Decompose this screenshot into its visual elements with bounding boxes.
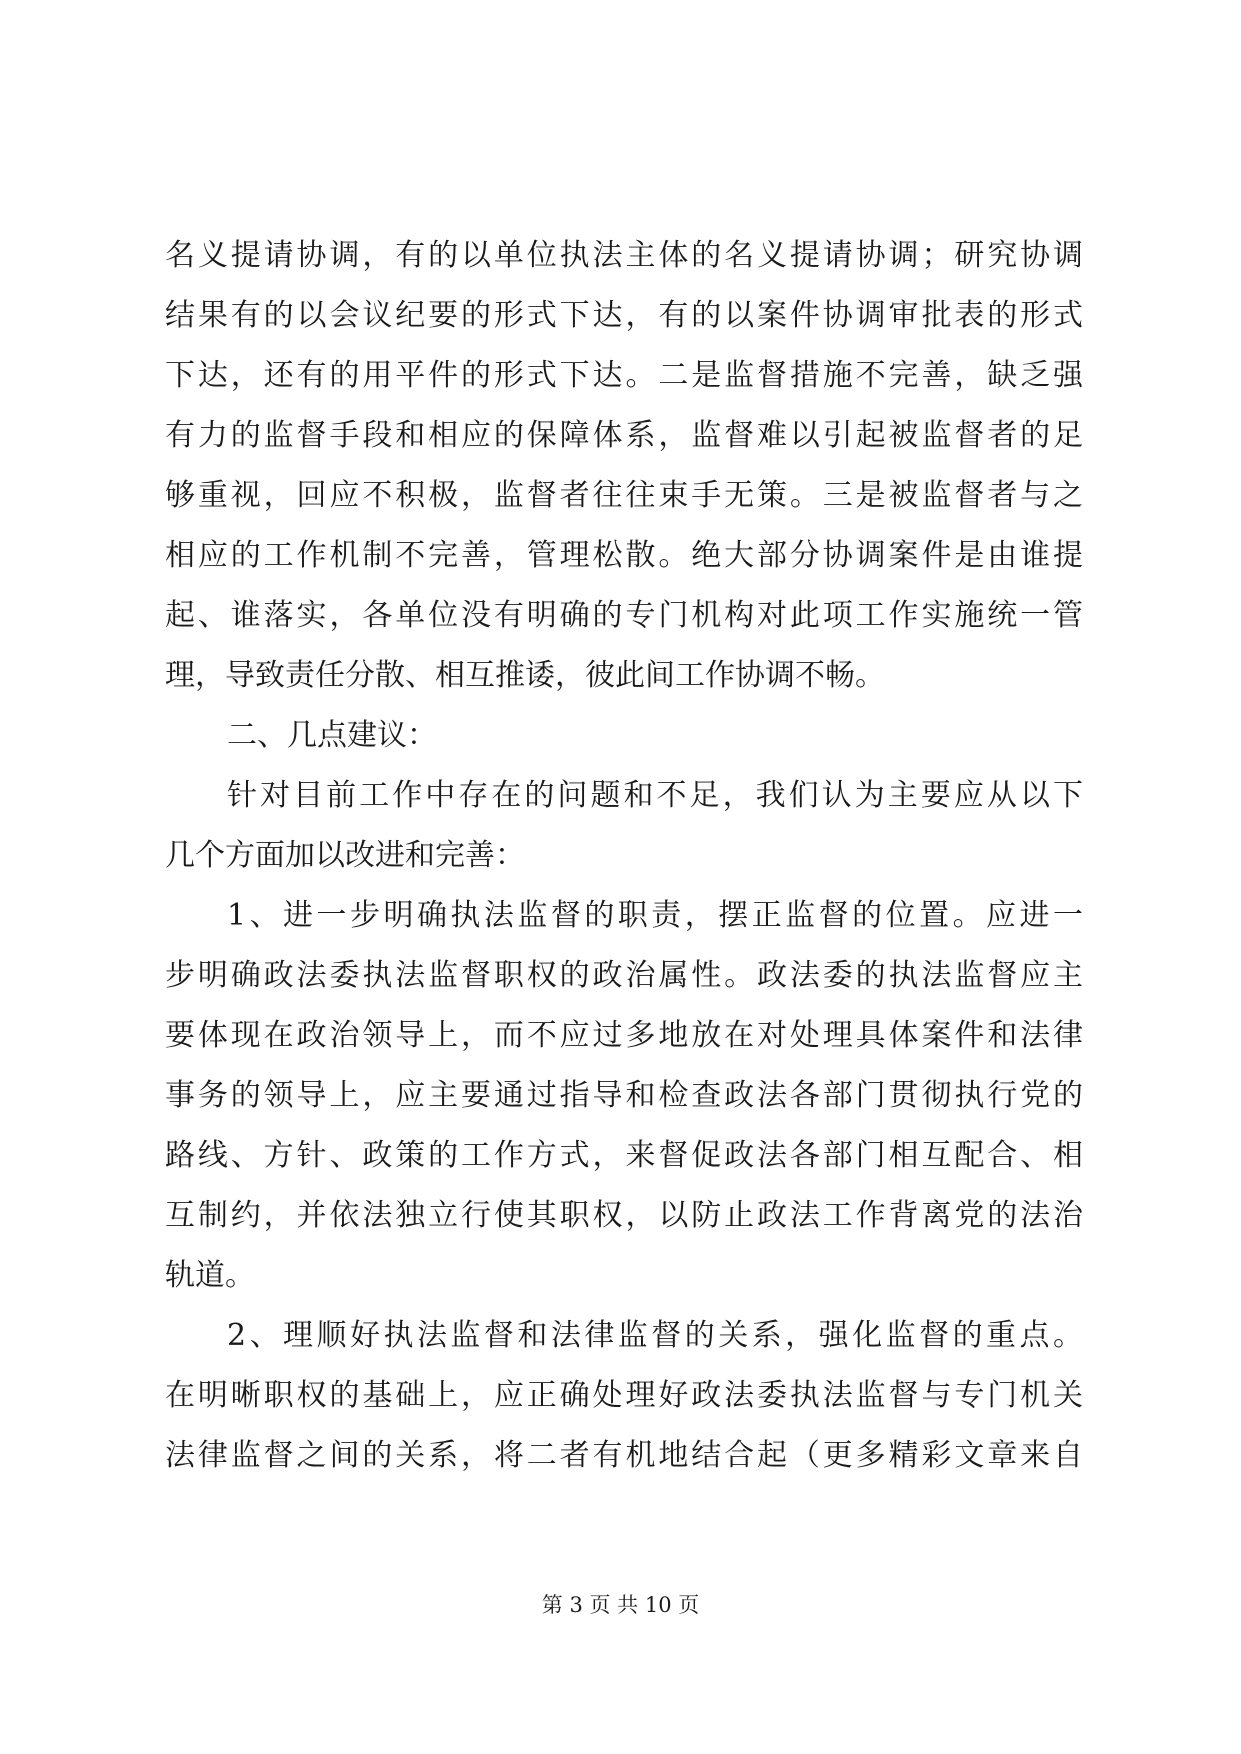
text-line: 路线、方针、政策的工作方式，来督促政法各部门相互配合、相 [165,1138,1083,1173]
text-line: 互制约，并依法独立行使其职权，以防止政法工作背离党的法治 [165,1198,1083,1233]
document-body [165,226,1083,1486]
text-line: 结果有的以会议纪要的形式下达，有的以案件协调审批表的形式 [165,298,1083,333]
text-line: 轨道。 [165,1258,255,1293]
text-line: 够重视，回应不积极，监督者往往束手无策。三是被监督者与之 [165,478,1083,513]
page-footer: 第 3 页 共 10 页 [541,1593,700,1617]
text-line: 二、几点建议： [227,718,437,753]
text-line: 相应的工作机制不完善，管理松散。绝大部分协调案件是由谁提 [165,538,1083,573]
text-line: 1、进一步明确执法监督的职责，摆正监督的位置。应进一 [227,898,1083,933]
text-line: 2、理顺好执法监督和法律监督的关系，强化监督的重点。 [227,1318,1083,1353]
text-line: 要体现在政治领导上，而不应过多地放在对处理具体案件和法律 [165,1018,1083,1053]
text-line: 名义提请协调，有的以单位执法主体的名义提请协调；研究协调 [165,238,1083,273]
text-line: 下达，还有的用平件的形式下达。二是监督措施不完善，缺乏强 [165,358,1083,393]
text-line: 法律监督之间的关系，将二者有机地结合起（更多精彩文章来自 [165,1438,1083,1473]
text-line: 有力的监督手段和相应的保障体系，监督难以引起被监督者的足 [165,418,1083,453]
text-line: 起、谁落实，各单位没有明确的专门机构对此项工作实施统一管 [165,598,1083,633]
text-line: 事务的领导上，应主要通过指导和检查政法各部门贯彻执行党的 [165,1078,1083,1113]
text-line: 理，导致责任分散、相互推诿，彼此间工作协调不畅。 [165,658,885,693]
text-line: 几个方面加以改进和完善： [165,838,525,873]
text-line: 在明晰职权的基础上，应正确处理好政法委执法监督与专门机关 [165,1378,1083,1413]
text-line: 步明确政法委执法监督职权的政治属性。政法委的执法监督应主 [165,958,1083,993]
text-line: 针对目前工作中存在的问题和不足，我们认为主要应从以下 [227,778,1083,813]
